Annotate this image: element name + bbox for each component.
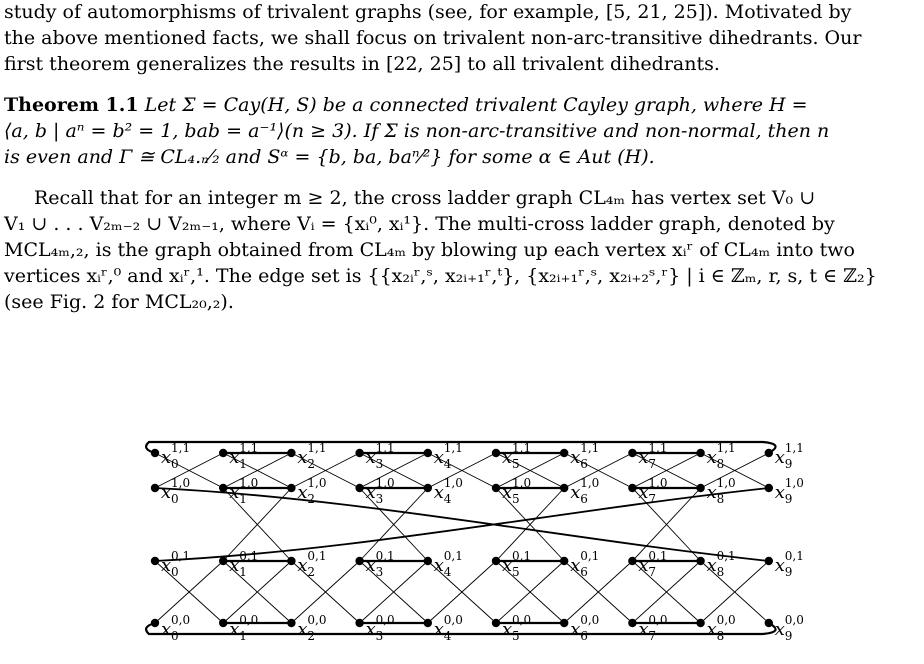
graph-vertex [560,619,568,627]
vertex-superscript: 1,1 [716,441,736,455]
vertex-label: x [502,482,513,503]
vertex-superscript: 1,0 [580,476,600,490]
vertex-label: x [229,555,240,576]
vertex-label: x [161,555,172,576]
vertex-superscript: 1,1 [307,441,327,455]
vertex-index: 7 [648,565,657,579]
graph-vertex [424,619,432,627]
vertex-superscript: 1,0 [716,476,736,490]
graph-vertex [287,619,295,627]
theorem-line-3: is even and Γ ≅ CL₄.ₙ⁄₂ and Sᵅ = {b, ba, baⁿ⁄²} for some α ∈ Aut (H). [4,146,655,168]
vertex-label: x [638,555,649,576]
vertex-index: 8 [716,565,725,579]
vertex-index: 3 [375,457,384,471]
graph-vertex [560,557,568,565]
vertex-superscript: 0,1 [580,549,600,563]
vertex-index: 1 [239,565,247,579]
vertex-label: x [297,447,308,468]
vertex-label: x [433,619,444,640]
vertex-label: x [433,555,444,576]
graph-vertex [219,619,227,627]
vertex-superscript: 0,1 [648,549,668,563]
vertex-label: x [502,555,513,576]
vertex-index: 7 [648,492,657,506]
vertex-superscript: 0,1 [375,549,395,563]
p1-line-2: the above mentioned facts, we shall focus on trivalent non-arc-transitive dihedrants. Our [4,27,862,49]
vertex-index: 6 [580,629,588,643]
graph-vertex [287,484,295,492]
multi-cross-ladder-figure [140,428,840,653]
graph-vertex [765,449,773,457]
graph-vertex [628,557,636,565]
vertex-index: 0 [171,457,179,471]
vertex-superscript: 0,1 [716,549,736,563]
graph-vertex [355,484,363,492]
vertex-superscript: 0,0 [307,613,327,627]
vertex-superscript: 0,1 [784,549,804,563]
vertex-label: x [365,482,376,503]
graph-vertex [287,449,295,457]
vertex-index: 1 [239,492,247,506]
vertex-superscript: 0,1 [443,549,463,563]
p2-line-4: vertices xᵢʳ,⁰ and xᵢʳ,¹. The edge set is {{x₂ᵢʳ,ˢ, x₂ᵢ₊₁ʳ,ᵗ}, {x₂ᵢ₊₁ʳ,ˢ, x₂ᵢ₊₂ˢ,ʳ} | i ∈ ℤₘ, r, s, t ∈ ℤ₂} [4,265,877,287]
graph-vertex [151,484,159,492]
vertex-label: x [297,482,308,503]
vertex-superscript: 1,1 [580,441,600,455]
p2-line-2: V₁ ∪ . . . V₂ₘ₋₂ ∪ V₂ₘ₋₁, where Vᵢ = {xᵢ⁰, xᵢ¹}. The multi-cross ladder graph, denoted by [4,213,835,235]
graph-vertex [765,557,773,565]
vertex-index: 0 [171,565,179,579]
graph-vertex [355,449,363,457]
vertex-index: 9 [784,629,793,643]
vertex-superscript: 1,0 [648,476,668,490]
graph-vertex [151,557,159,565]
vertex-label: x [365,555,376,576]
vertex-label: x [365,619,376,640]
vertex-index: 4 [443,457,452,471]
vertex-label: x [706,619,717,640]
vertex-index: 5 [512,492,520,506]
theorem-line-1 [4,93,924,118]
vertex-index: 6 [580,457,588,471]
vertex-index: 7 [648,629,657,643]
graph-vertex [355,619,363,627]
vertex-label: x [229,619,240,640]
vertex-superscript: 1,0 [307,476,327,490]
vertex-index: 9 [784,457,793,471]
graph-vertex [628,619,636,627]
graph-vertex [492,449,500,457]
vertex-label: x [706,482,717,503]
vertex-superscript: 0,0 [375,613,395,627]
vertex-superscript: 0,1 [307,549,327,563]
vertex-superscript: 1,0 [784,476,804,490]
graph-vertex [560,484,568,492]
vertex-superscript: 0,0 [239,613,259,627]
vertex-index: 5 [512,629,520,643]
vertex-superscript: 1,1 [648,441,668,455]
vertex-label: x [365,447,376,468]
vertex-index: 6 [580,565,588,579]
vertex-superscript: 1,1 [171,441,191,455]
graph-vertex [628,449,636,457]
vertex-superscript: 0,0 [716,613,736,627]
vertex-index: 8 [716,492,725,506]
vertex-superscript: 0,0 [784,613,804,627]
vertex-superscript: 0,0 [512,613,532,627]
graph-vertex [219,449,227,457]
vertex-index: 2 [307,492,316,506]
graph-vertex [765,619,773,627]
vertex-label: x [774,482,785,503]
vertex-superscript: 0,0 [580,613,600,627]
vertex-label: x [570,619,581,640]
vertex-superscript: 1,0 [171,476,191,490]
p2-line-1: Recall that for an integer m ≥ 2, the cross ladder graph CL₄ₘ has vertex set V₀ ∪ [34,187,816,209]
vertex-superscript: 0,1 [512,549,532,563]
vertex-index: 2 [307,565,316,579]
vertex-superscript: 1,1 [443,441,463,455]
vertex-label: x [774,555,785,576]
vertex-superscript: 0,1 [171,549,191,563]
vertex-index: 2 [307,457,316,471]
graph-vertex [151,619,159,627]
graph-vertex [560,449,568,457]
vertex-index: 2 [307,629,316,643]
vertex-index: 7 [648,457,657,471]
vertex-index: 9 [784,492,793,506]
vertex-superscript: 1,1 [512,441,532,455]
vertex-label: x [638,447,649,468]
theorem-text-1: Let Σ = Cay(H, S) be a connected trivalent Cayley graph, where H = [144,94,808,116]
vertex-index: 5 [512,457,520,471]
graph-vertex [765,484,773,492]
vertex-label: x [570,447,581,468]
theorem-line-2: ⟨a, b | aⁿ = b² = 1, bab = a⁻¹⟩(n ≥ 3). If Σ is non-arc-transitive and non-normal, then n [4,120,830,142]
vertex-label: x [229,482,240,503]
vertex-index: 0 [171,629,179,643]
vertex-label: x [570,555,581,576]
vertex-label: x [297,555,308,576]
vertex-superscript: 0,0 [648,613,668,627]
vertex-label: x [638,482,649,503]
graph-vertex [219,557,227,565]
vertex-superscript: 1,1 [239,441,259,455]
graph-vertex [355,557,363,565]
vertex-index: 8 [716,457,725,471]
vertex-label: x [774,447,785,468]
graph-vertex [696,484,704,492]
vertex-label: x [774,619,785,640]
vertex-index: 8 [716,629,725,643]
vertex-index: 4 [443,629,452,643]
figure-labels [161,441,804,643]
vertex-index: 3 [375,492,384,506]
graph-vertex [492,557,500,565]
graph-vertex [696,557,704,565]
graph-vertex [151,449,159,457]
graph-vertex [219,484,227,492]
vertex-superscript: 1,1 [375,441,395,455]
vertex-label: x [502,619,513,640]
vertex-label: x [502,447,513,468]
vertex-index: 6 [580,492,588,506]
vertex-index: 4 [443,565,452,579]
vertex-superscript: 0,0 [443,613,463,627]
vertex-superscript: 1,0 [443,476,463,490]
graph-vertex [287,557,295,565]
vertex-label: x [229,447,240,468]
vertex-label: x [706,447,717,468]
vertex-index: 9 [784,565,793,579]
graph-vertex [696,619,704,627]
vertex-superscript: 1,1 [784,441,804,455]
vertex-label: x [297,619,308,640]
graph-vertex [424,484,432,492]
vertex-index: 3 [375,629,384,643]
vertex-index: 1 [239,629,247,643]
vertex-label: x [433,482,444,503]
vertex-index: 5 [512,565,520,579]
graph-vertex [696,449,704,457]
vertex-label: x [433,447,444,468]
graph-vertex [492,484,500,492]
vertex-superscript: 0,1 [239,549,259,563]
vertex-label: x [706,555,717,576]
theorem-label: Theorem 1.1 [4,94,139,116]
vertex-label: x [161,619,172,640]
graph-vertex [424,449,432,457]
vertex-label: x [638,619,649,640]
vertex-label: x [161,447,172,468]
vertex-label: x [570,482,581,503]
p2-line-3: MCL₄ₘ,₂, is the graph obtained from CL₄ₘ by blowing up each vertex xᵢʳ of CL₄ₘ into two [4,239,855,261]
p1-line-1: study of automorphisms of trivalent graphs (see, for example, [5, 21, 25]). Motivated by [4,1,852,23]
vertex-superscript: 1,0 [239,476,259,490]
vertex-index: 0 [171,492,179,506]
vertex-index: 1 [239,457,247,471]
p1-line-3: first theorem generalizes the results in [22, 25] to all trivalent dihedrants. [4,53,720,75]
graph-vertex [628,484,636,492]
vertex-superscript: 1,0 [375,476,395,490]
p2-line-5: (see Fig. 2 for MCL₂₀,₂). [4,291,234,313]
vertex-superscript: 0,0 [171,613,191,627]
vertex-superscript: 1,0 [512,476,532,490]
vertex-index: 3 [375,565,384,579]
graph-vertex [424,557,432,565]
vertex-index: 4 [443,492,452,506]
graph-vertex [492,619,500,627]
vertex-label: x [161,482,172,503]
